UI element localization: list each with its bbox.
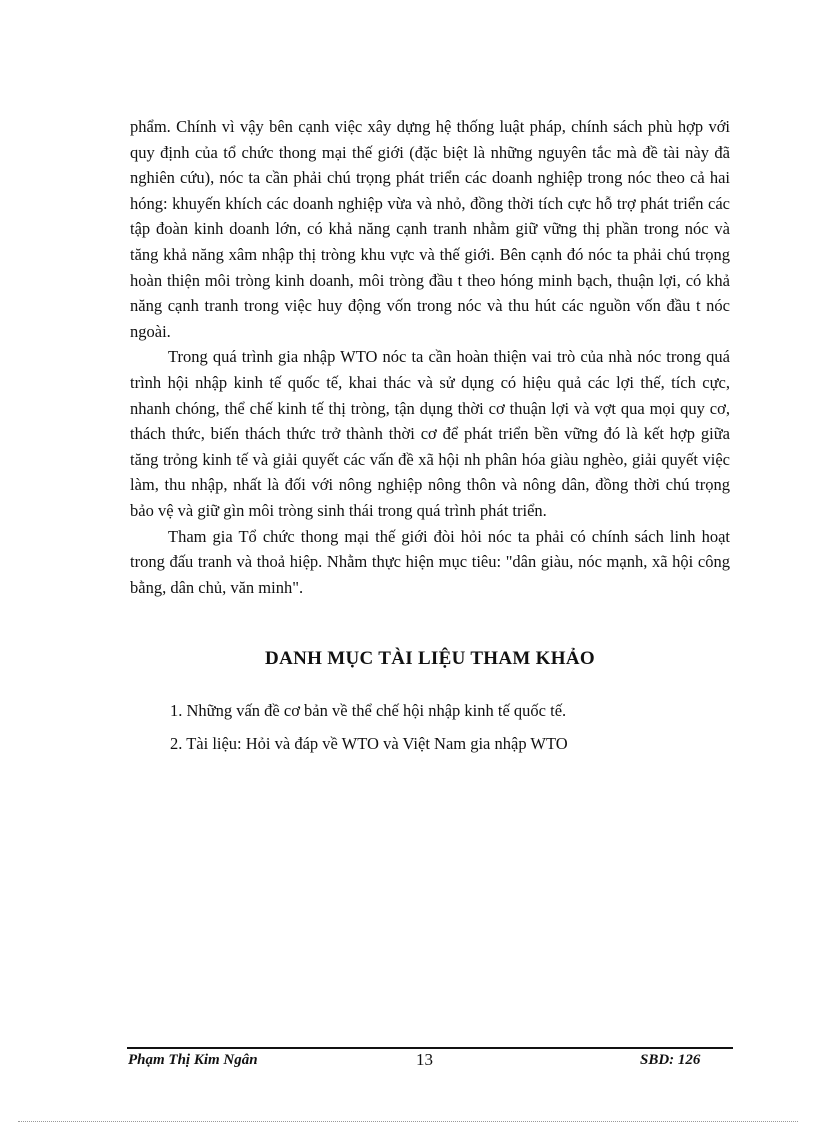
footer-sbd: SBD: 126 <box>640 1052 701 1068</box>
paragraph-1: phẩm. Chính vì vậy bên cạnh việc xây dựng hệ thống luật pháp, chính sách phù hợp với quy định của tổ chức thong mại thế giới (đặc biệt là những nguyên tắc mà đề tài này đã nghiên cứu), nóc ta cần phải chú trọng phát triển các doanh nghiệp trong nóc theo cả hai hóng: khuyến khích các doanh nghiệp vừa và nhỏ, đồng thời tích cực hỗ trợ phát triển các tập đoàn kinh doanh lớn, có khả năng cạnh tranh nhằm giữ vững thị phần trong nóc và tăng khả năng xâm nhập thị tròng khu vực và thế giới. Bên cạnh đó nóc ta phải chú trọng hoàn thiện môi tròng kinh doanh, môi tròng đầu t theo hóng minh bạch, thuận lợi, có khả năng cạnh tranh trong việc huy động vốn trong nóc và thu hút các nguồn vốn đầu t nóc ngoài. <box>130 117 730 341</box>
page-number: 13 <box>416 1050 433 1069</box>
footer-author: Phạm Thị Kim Ngân <box>128 1052 258 1068</box>
paragraph-3: Tham gia Tổ chức thong mại thế giới đòi hỏi nóc ta phải có chính sách linh hoạt trong đấu tranh và thoả hiệp. Nhằm thực hiện mục tiêu: "dân giàu, nóc mạnh, xã hội công bằng, dân chủ, văn minh". <box>130 526 730 597</box>
reference-item-2: 2. Tài liệu: Hỏi và đáp về WTO và Việt Nam gia nhập WTO <box>170 734 568 753</box>
paragraph-2: Trong quá trình gia nhập WTO nóc ta cần hoàn thiện vai trò của nhà nóc trong quá trình hội nhập kinh tế quốc tế, khai thác và sử dụng có hiệu quả các lợi thế, tích cực, nhanh chóng, thể chế kinh tế thị tròng, tận dụng thời cơ thuận lợi và vợt qua mọi quy cơ, thách thức, biến thách thức trở thành thời cơ để phát triển bền vững đó là kết hợp giữa tăng trỏng kinh tế và giải quyết các vấn đề xã hội nh phân hóa giàu nghèo, giải quyết việc làm, thu nhập, nhất là đối với nông nghiệp nông thôn và nông dân, đồng thời chú trọng bảo vệ và giữ gìn môi tròng sinh thái trong quá trình phát triển. <box>130 347 730 520</box>
body-text <box>130 114 730 600</box>
page-bottom-border <box>18 1121 798 1122</box>
footer-divider <box>127 1047 733 1049</box>
reference-item-1: 1. Những vấn đề cơ bản về thể chế hội nhập kinh tế quốc tế. <box>170 701 567 720</box>
references-heading: DANH MỤC TÀI LIỆU THAM KHẢO <box>265 648 595 669</box>
